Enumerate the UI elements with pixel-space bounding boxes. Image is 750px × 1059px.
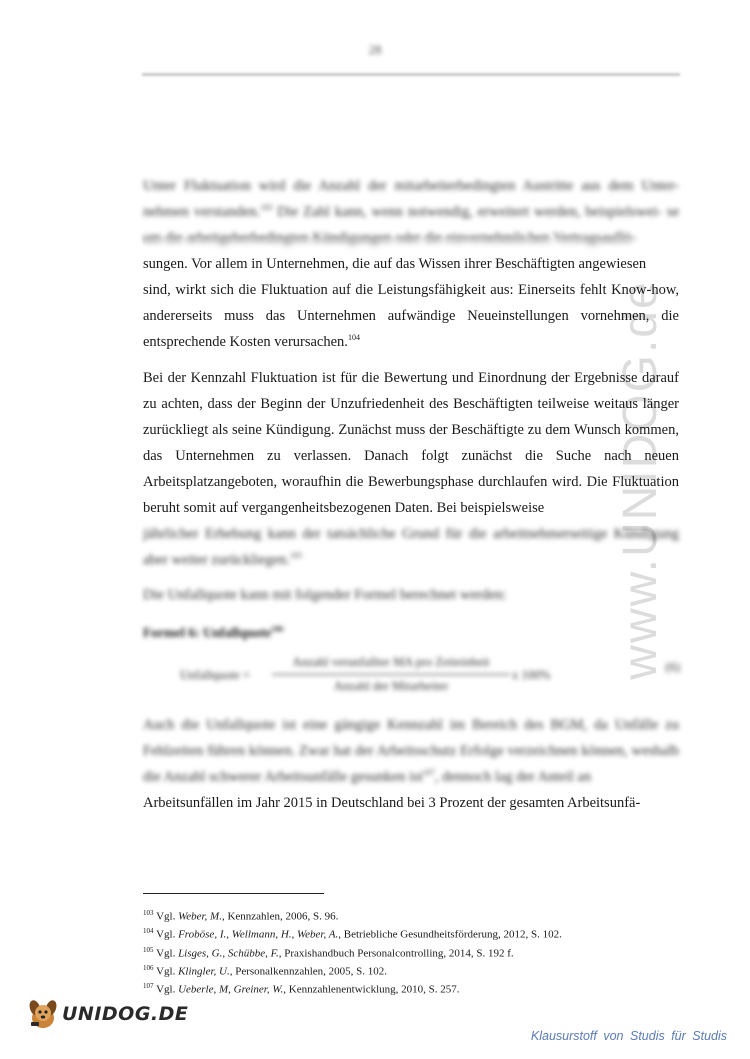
footnote-106: $^{106}$ Vgl. Klingler, U., Personalkennzahlen, 2005, S. 102. (143, 963, 388, 978)
formula-rhs: x 100% (512, 668, 551, 682)
footnote-ref-107[interactable]: 107 (422, 768, 435, 778)
paragraph-3 (143, 582, 679, 608)
footnote-rule (143, 893, 324, 894)
paragraph-4-clear (143, 790, 679, 816)
p1-line-2: nehmen verstanden. (143, 204, 261, 220)
p4-clear-line: Arbeitsunfällen im Jahr 2015 in Deutschland bei 3 Prozent der gesamten Arbeitsunfä- (143, 795, 641, 811)
paragraph-2-blurred (143, 521, 679, 573)
paragraph-2-clear (143, 365, 679, 521)
paragraph-4-blurred (143, 712, 679, 790)
footnote-ref-104[interactable]: 104 (347, 333, 360, 343)
p4-blurred-a: Auch die Unfallquote ist eine gängige Kennzahl im Bereich des BGM, da Unfälle zu Fehlzeiten führen können. Zwar hat der Arbeitsschutz Erfolge verzeichnen können, weshalb die Anzahl schwerer Arbeitsunfälle gesunken ist (143, 717, 679, 785)
footnote-ref-103[interactable]: 103 (260, 203, 273, 213)
paragraph-2 (143, 365, 679, 573)
p4-blurred-b: , dennoch lag der Anteil an (434, 769, 592, 785)
footnote-107: $^{107}$ Vgl. Ueberle, M, Greiner, W., Kennzahlenentwicklung, 2010, S. 257. (143, 982, 460, 996)
formula-title-text: Formel 6: Unfallquote (143, 625, 272, 640)
paragraph-1-partial (143, 251, 679, 277)
formula-title (143, 625, 283, 641)
p2-blurred-text: jährlicher Erhebung kann der tatsächliche Grund für die arbeitnehmerseitige Kündigung aber weiter zurückliegen. (143, 526, 679, 568)
p1-partial-line: sungen. Vor allem in Unternehmen, die auf das Wissen ihrer Beschäftigten angewiesen (143, 256, 647, 272)
tagline: Klausurstoff von Studis für Studis (530, 1029, 727, 1043)
footnote-105: $^{105}$ Vgl. Lisges, G., Schübbe, F., Praxishandbuch Personalcontrolling, 2014, S. 192 f. (143, 945, 514, 960)
paragraph-1 (143, 173, 679, 355)
header-rule (142, 73, 680, 76)
fraction-bar (272, 674, 510, 675)
p3-text: Die Unfallquote kann mit folgender Formel berechnet werden: (143, 587, 507, 603)
p1-line-4: se um die arbeitgeberbedingten Kündigungen oder die einvernehmlichen Vertragsauflö- (143, 204, 680, 246)
formula-number: (6) (665, 660, 680, 674)
footnote-ref-105[interactable]: 105 (289, 551, 302, 561)
footnotes (143, 906, 683, 997)
footnote-ref-106[interactable]: 106 (271, 624, 284, 634)
footnote-103: $^{103}$ Vgl. Weber, M., Kennzahlen, 2006, S. 96. (143, 909, 339, 923)
paragraph-1-clear (143, 277, 679, 355)
p1-clear-text: sind, wirkt sich die Fluktuation auf die Leistungsfähigkeit aus: Einerseits fehlt Know-how, andererseits muss das Unternehmen aufwändige Neueinstellungen vornehmen, die entsprechende Kosten verursachen. (143, 282, 679, 350)
formula-lhs: Unfallquote = (180, 668, 250, 682)
logo-text: UNIDOG.DE (62, 1003, 189, 1025)
p1-line-3: Die Zahl kann, wenn notwendig, erweitert werden, beispielswei- (277, 204, 662, 220)
dog-mascot-icon (26, 996, 60, 1032)
watermark-text: www.UNIDOG.de (613, 280, 667, 680)
formula-fraction (272, 655, 510, 694)
p1-line-1: Unter Fluktuation wird die Anzahl der mitarbeiterbedingten Austritte aus dem Unter- (143, 178, 679, 194)
formula (180, 655, 680, 695)
paragraph-4 (143, 712, 679, 816)
footnote-104: $^{104}$ Vgl. Froböse, I., Wellmann, H., Weber, A., Betriebliche Gesundheitsförderung, 2012, S. 102. (143, 927, 562, 941)
page-number: 28 (368, 42, 382, 57)
p2-clear-text: Bei der Kennzahl Fluktuation ist für die Bewertung und Einordnung der Ergebnisse darauf zu achten, dass der Beginn der Unzufriedenheit des Beschäftigten teilweise weitaus länger zurückliegt als seine Kündigung. Zunächst muss der Beschäftigte zu dem Wunsch kommen, das Unternehmen zu verlassen. Danach folgt zunächst die Suche nach neuen Arbeitsplatzangeboten, woraufhin die Bewerbungsphase durchlaufen wird. Die Fluktuation beruht somit auf vergangenheitsbezogenen Daten. Bei beispielsweise (143, 370, 679, 516)
formula-denominator: Anzahl der Mitarbeiter (333, 679, 449, 693)
formula-numerator: Anzahl verunfallter MA pro Zeiteinheit (292, 655, 490, 669)
unidog-logo[interactable] (26, 996, 188, 1032)
